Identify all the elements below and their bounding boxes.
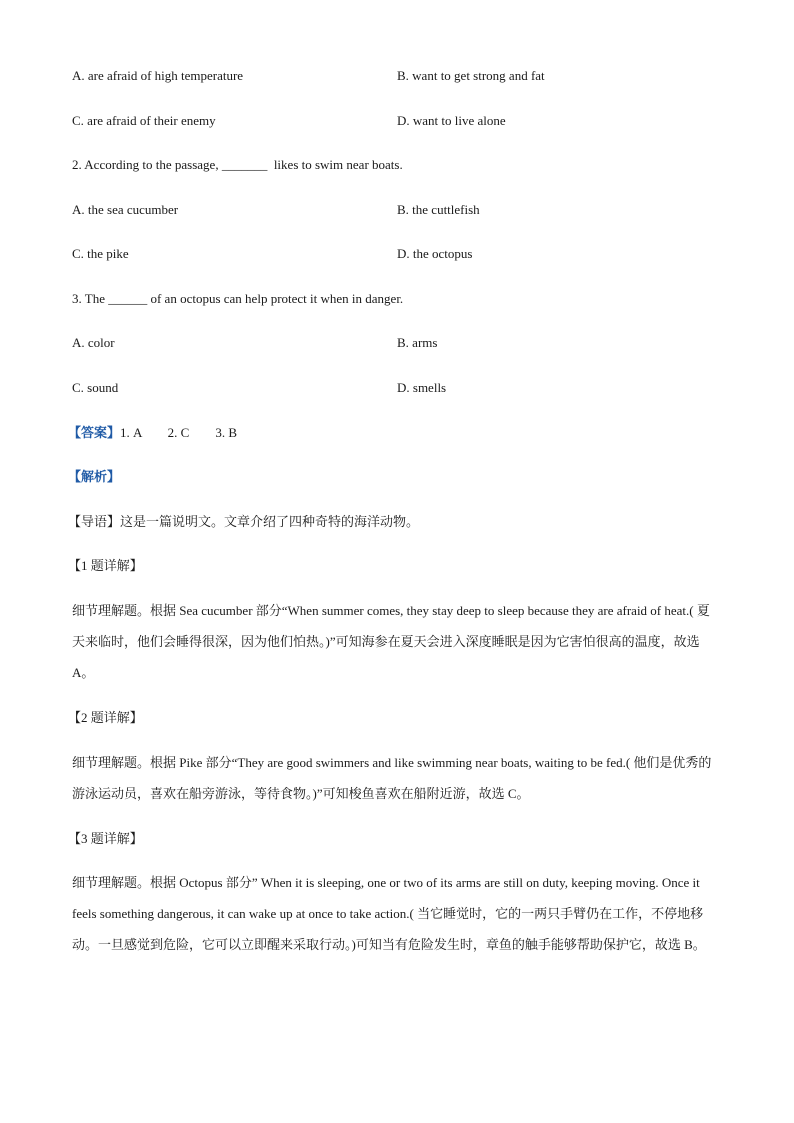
q2-option-c: C. the pike xyxy=(72,246,129,261)
q1-option-a: A. are afraid of high temperature xyxy=(72,68,244,83)
q2-option-d: D. the octopus xyxy=(397,246,473,261)
intro-text: 【导语】这是一篇说明文。文章介绍了四种奇特的海洋动物。 xyxy=(68,514,420,529)
answer-label: 【答案】 xyxy=(68,425,121,440)
q1-option-b: B. want to get strong and fat xyxy=(397,68,545,83)
answer-line xyxy=(68,424,237,442)
answer-text: 1. A 2. C 3. B xyxy=(120,425,238,440)
section-3-body: 细节理解题。根据 Octopus 部分” When it is sleeping, one or two of its arms are still on duty, keeping moving. Once it feels something dangerous, it can wake up at once to take action.( 当它睡觉时，它的一两只手臂仍在工作，不停地移动。一旦感觉到危险，它可以立即醒来采取行动。)可知当有危险发生时，章鱼的触手能够帮助保护它，故选 B。 xyxy=(72,875,706,952)
q3-option-d: D. smells xyxy=(397,380,447,395)
q2-option-b: B. the cuttlefish xyxy=(397,202,480,217)
section-1-heading: 【1 题详解】 xyxy=(68,558,143,573)
section-3-heading: 【3 题详解】 xyxy=(68,831,143,846)
q3-option-a: A. color xyxy=(72,335,115,350)
q1-option-d: D. want to live alone xyxy=(397,113,506,128)
q1-option-c: C. are afraid of their enemy xyxy=(72,113,216,128)
q3-stem: 3. The ______ of an octopus can help protect it when in danger. xyxy=(72,291,404,306)
section-2-heading: 【2 题详解】 xyxy=(68,710,143,725)
q3-option-c: C. sound xyxy=(72,380,119,395)
q3-option-b: B. arms xyxy=(397,335,438,350)
section-1-body: 细节理解题。根据 Sea cucumber 部分“When summer comes, they stay deep to sleep because they are afraid of heat.( 夏天来临时，他们会睡得很深，因为他们怕热。)”可知海参在夏天会进入深度睡眠是因为它害怕很高的温度，故选 A。 xyxy=(72,603,710,680)
analysis-label: 【解析】 xyxy=(68,469,121,484)
q2-option-a: A. the sea cucumber xyxy=(72,202,179,217)
q2-stem: 2. According to the passage, _______ likes to swim near boats. xyxy=(72,157,403,172)
section-2-body: 细节理解题。根据 Pike 部分“They are good swimmers and like swimming near boats, waiting to be fed.( 他们是优秀的游泳运动员，喜欢在船旁游泳，等待食物。)”可知梭鱼喜欢在船附近游，故选 C。 xyxy=(72,755,712,801)
